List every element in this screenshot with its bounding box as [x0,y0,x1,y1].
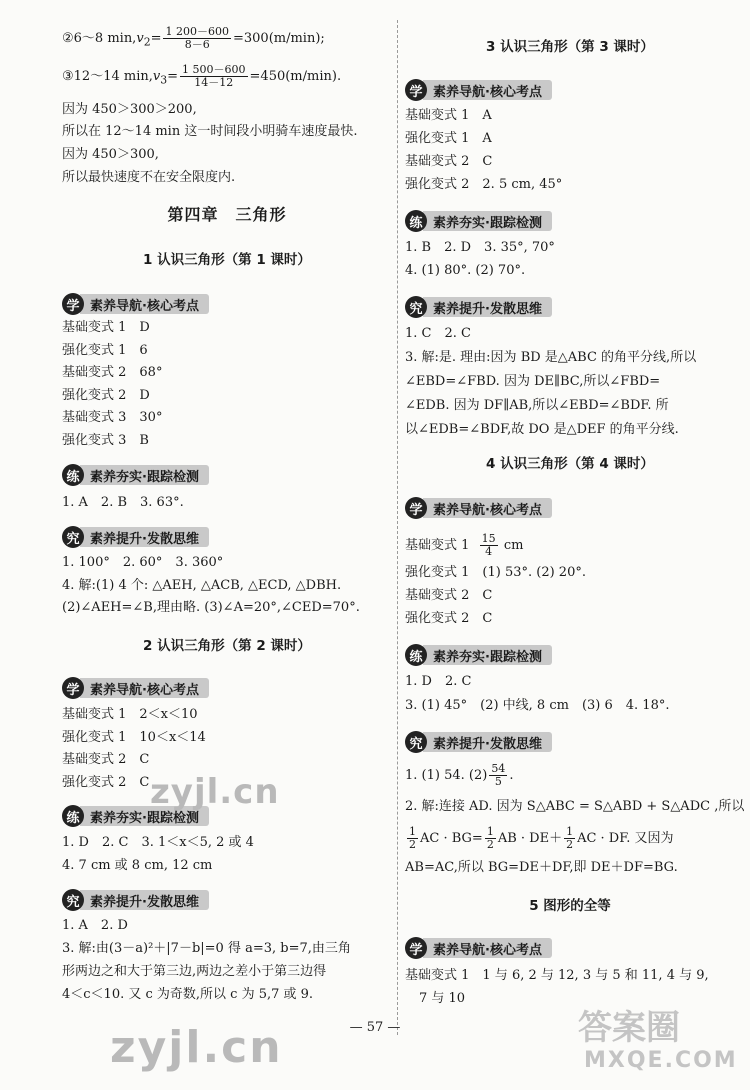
answer-line: 基础变式 1 $\frac{15}{4}$ cm [405,532,524,558]
section-badge: 学 [62,677,84,699]
answer-line: $\frac{1}{2}$ AC · BG= $\frac{1}{2}$ AB · DE＋ $\frac{1}{2}$ AC · DF. 又因为 [409,825,674,851]
answer-line: 强化变式 2 D [62,388,150,403]
answer-line: 所以最快速度不在安全限度内. [62,170,236,185]
fraction: $\frac{15}{4}$ [481,532,496,558]
chapter-title: 第四章 三角形 [167,205,287,224]
section-label: 素养提升·发散思维 [80,890,209,910]
lesson-title: 1 认识三角形（第 1 课时） [143,252,311,268]
section-header-jiu [405,296,552,318]
answer-line: 强化变式 2 2. 5 cm, 45° [405,177,563,192]
section-label: 素养导航·核心考点 [423,938,552,958]
answer-line: 强化变式 2 C [405,611,493,626]
answer-line: 3. 解:是. 理由:因为 BD 是△ABC 的角平分线,所以 [405,350,697,365]
answer-line: 基础变式 1 2＜x＜10 [62,707,198,722]
fraction: $\frac{1}{2}$ [486,825,494,851]
answer-line: 1. 100° 2. 60° 3. 360° [62,555,224,570]
answer-line: 强化变式 1 (1) 53°. (2) 20°. [405,565,586,580]
answer-line: AB=AC,所以 BG=DE＋DF,即 DE＋DF=BG. [405,860,678,875]
answer-line: 4. 7 cm 或 8 cm, 12 cm [62,858,213,873]
fraction: $\frac{1 200-600}{8-6}$ [165,25,229,51]
section-badge: 练 [405,644,427,666]
watermark: MXQE.COM [584,1048,738,1073]
answer-line: (2)∠AEH=∠B,理由略. (3)∠A=20°,∠CED=70°. [62,600,360,615]
section-header-lian [62,464,209,486]
watermark: zyjl.cn [110,1022,283,1073]
section-badge: 学 [405,79,427,101]
section-header-jiu [62,889,209,911]
section-header-jiu [405,731,552,753]
section-badge: 学 [62,293,84,315]
answer-line: 7 与 10 [419,991,466,1006]
answer-line: 强化变式 1 6 [62,343,148,358]
fraction: $\frac{1}{2}$ [409,825,416,851]
watermark-logo: 答案圈 [578,1008,680,1048]
answer-line: 基础变式 3 30° [62,410,163,425]
watermark: zyjl.cn [150,772,280,812]
answer-line: 1. B 2. D 3. 35°, 70° [405,240,555,255]
answer-line: 基础变式 1 D [62,320,150,335]
answer-line: 2. 解:连接 AD. 因为 S△ABC = S△ABD + S△ADC ,所以 [405,799,745,814]
lesson-title: 3 认识三角形（第 3 课时） [486,39,654,55]
fraction: $\frac{1}{2}$ [566,825,574,851]
answer-line: 以∠EDB=∠BDF,故 DO 是△DEF 的角平分线. [405,422,679,437]
answer-line: 因为 450＞300＞200, [62,102,197,117]
answer-line: 4. 解:(1) 4 个: △AEH, △ACB, △ECD, △DBH. [62,578,342,593]
answer-line: 1. A 2. D [62,918,128,933]
answer-line: 基础变式 1 1 与 6, 2 与 12, 3 与 5 和 11, 4 与 9, [405,968,709,983]
section-badge: 学 [405,937,427,959]
section-label: 素养提升·发散思维 [423,297,552,317]
answer-line: 4. (1) 80°. (2) 70°. [405,263,526,278]
answer-line: 1. (1) 54. (2) $\frac{54}{5}$ . [405,762,514,788]
section-label: 素养夯实·跟踪检测 [423,645,552,665]
answer-line: 基础变式 2 68° [62,365,163,380]
section-header-xue [62,293,209,315]
section-label: 素养夯实·跟踪检测 [423,211,552,231]
section-label: 素养夯实·跟踪检测 [80,465,209,485]
answer-line: 强化变式 2 C [62,775,150,790]
answer-line: 强化变式 1 A [405,131,492,146]
section-badge: 练 [62,464,84,486]
section-badge: 究 [405,731,427,753]
section-label: 素养提升·发散思维 [423,732,552,752]
lesson-title: 4 认识三角形（第 4 课时） [486,456,654,472]
answer-line: 强化变式 1 10＜x＜14 [62,730,206,745]
answer-line: ∠EDB. 因为 DF∥AB,所以∠EBD=∠BDF. 所 [405,398,669,413]
section-label: 素养导航·核心考点 [423,498,552,518]
column-divider [397,20,398,1035]
answer-line: 基础变式 2 C [405,154,493,169]
section-header-lian [405,644,552,666]
fraction: $\frac{54}{5}$ [491,762,506,788]
answer-line: 1. A 2. B 3. 63°. [62,495,184,510]
fraction: $\frac{1 500-600}{14-12}$ [182,63,246,89]
section-badge: 练 [405,210,427,232]
answer-line: 因为 450＞300, [62,147,159,162]
answer-line: 所以在 12～14 min 这一时间段小明骑车速度最快. [62,124,358,139]
answer-line: 4＜c＜10. 又 c 为奇数,所以 c 为 5,7 或 9. [62,987,314,1002]
section-badge: 究 [62,889,84,911]
section-label: 素养夯实·跟踪检测 [80,806,209,826]
answer-line: 3. (1) 45° (2) 中线, 8 cm (3) 6 4. 18°. [405,698,670,713]
section-badge: 学 [405,497,427,519]
section-header-jiu [62,526,209,548]
section-header-xue [62,677,209,699]
section-header-lian [405,210,552,232]
section-label: 素养导航·核心考点 [423,80,552,100]
lesson-title: 2 认识三角形（第 2 课时） [143,638,311,654]
answer-line: 基础变式 2 C [405,588,493,603]
section-header-xue [405,497,552,519]
page-number: — 57 — [349,1020,401,1035]
answer-line: ②6～8 $\min,v_2=$ $\frac{1 200-600}{8-6}$ =300(m/min); [62,25,325,51]
answer-line: 形两边之和大于第三边,两边之差小于第三边得 [62,964,327,979]
answer-line: 1. D 2. C [405,674,472,689]
answer-line: 1. C 2. C [405,326,471,341]
section-label: 素养导航·核心考点 [80,678,209,698]
answer-line: 基础变式 1 A [405,108,492,123]
answer-line: 3. 解:由(3－a)²＋|7－b|=0 得 a=3, b=7,由三角 [62,941,351,956]
answer-line: ∠EBD=∠FBD. 因为 DE∥BC,所以∠FBD= [405,374,661,389]
answer-line: 基础变式 2 C [62,752,150,767]
section-header-xue [405,937,552,959]
answer-line: 1. D 2. C 3. 1＜x＜5, 2 或 4 [62,835,254,850]
answer-line: ③12～14 $\min,v_3=$ $\frac{1 500-600}{14-12}$ =450(m/min). [62,63,342,89]
section-label: 素养提升·发散思维 [80,527,209,547]
section-label: 素养导航·核心考点 [80,294,209,314]
lesson-title: 5 图形的全等 [529,898,611,914]
section-badge: 练 [62,805,84,827]
answer-line: 强化变式 3 B [62,433,149,448]
section-badge: 究 [405,296,427,318]
section-badge: 究 [62,526,84,548]
section-header-xue [405,79,552,101]
